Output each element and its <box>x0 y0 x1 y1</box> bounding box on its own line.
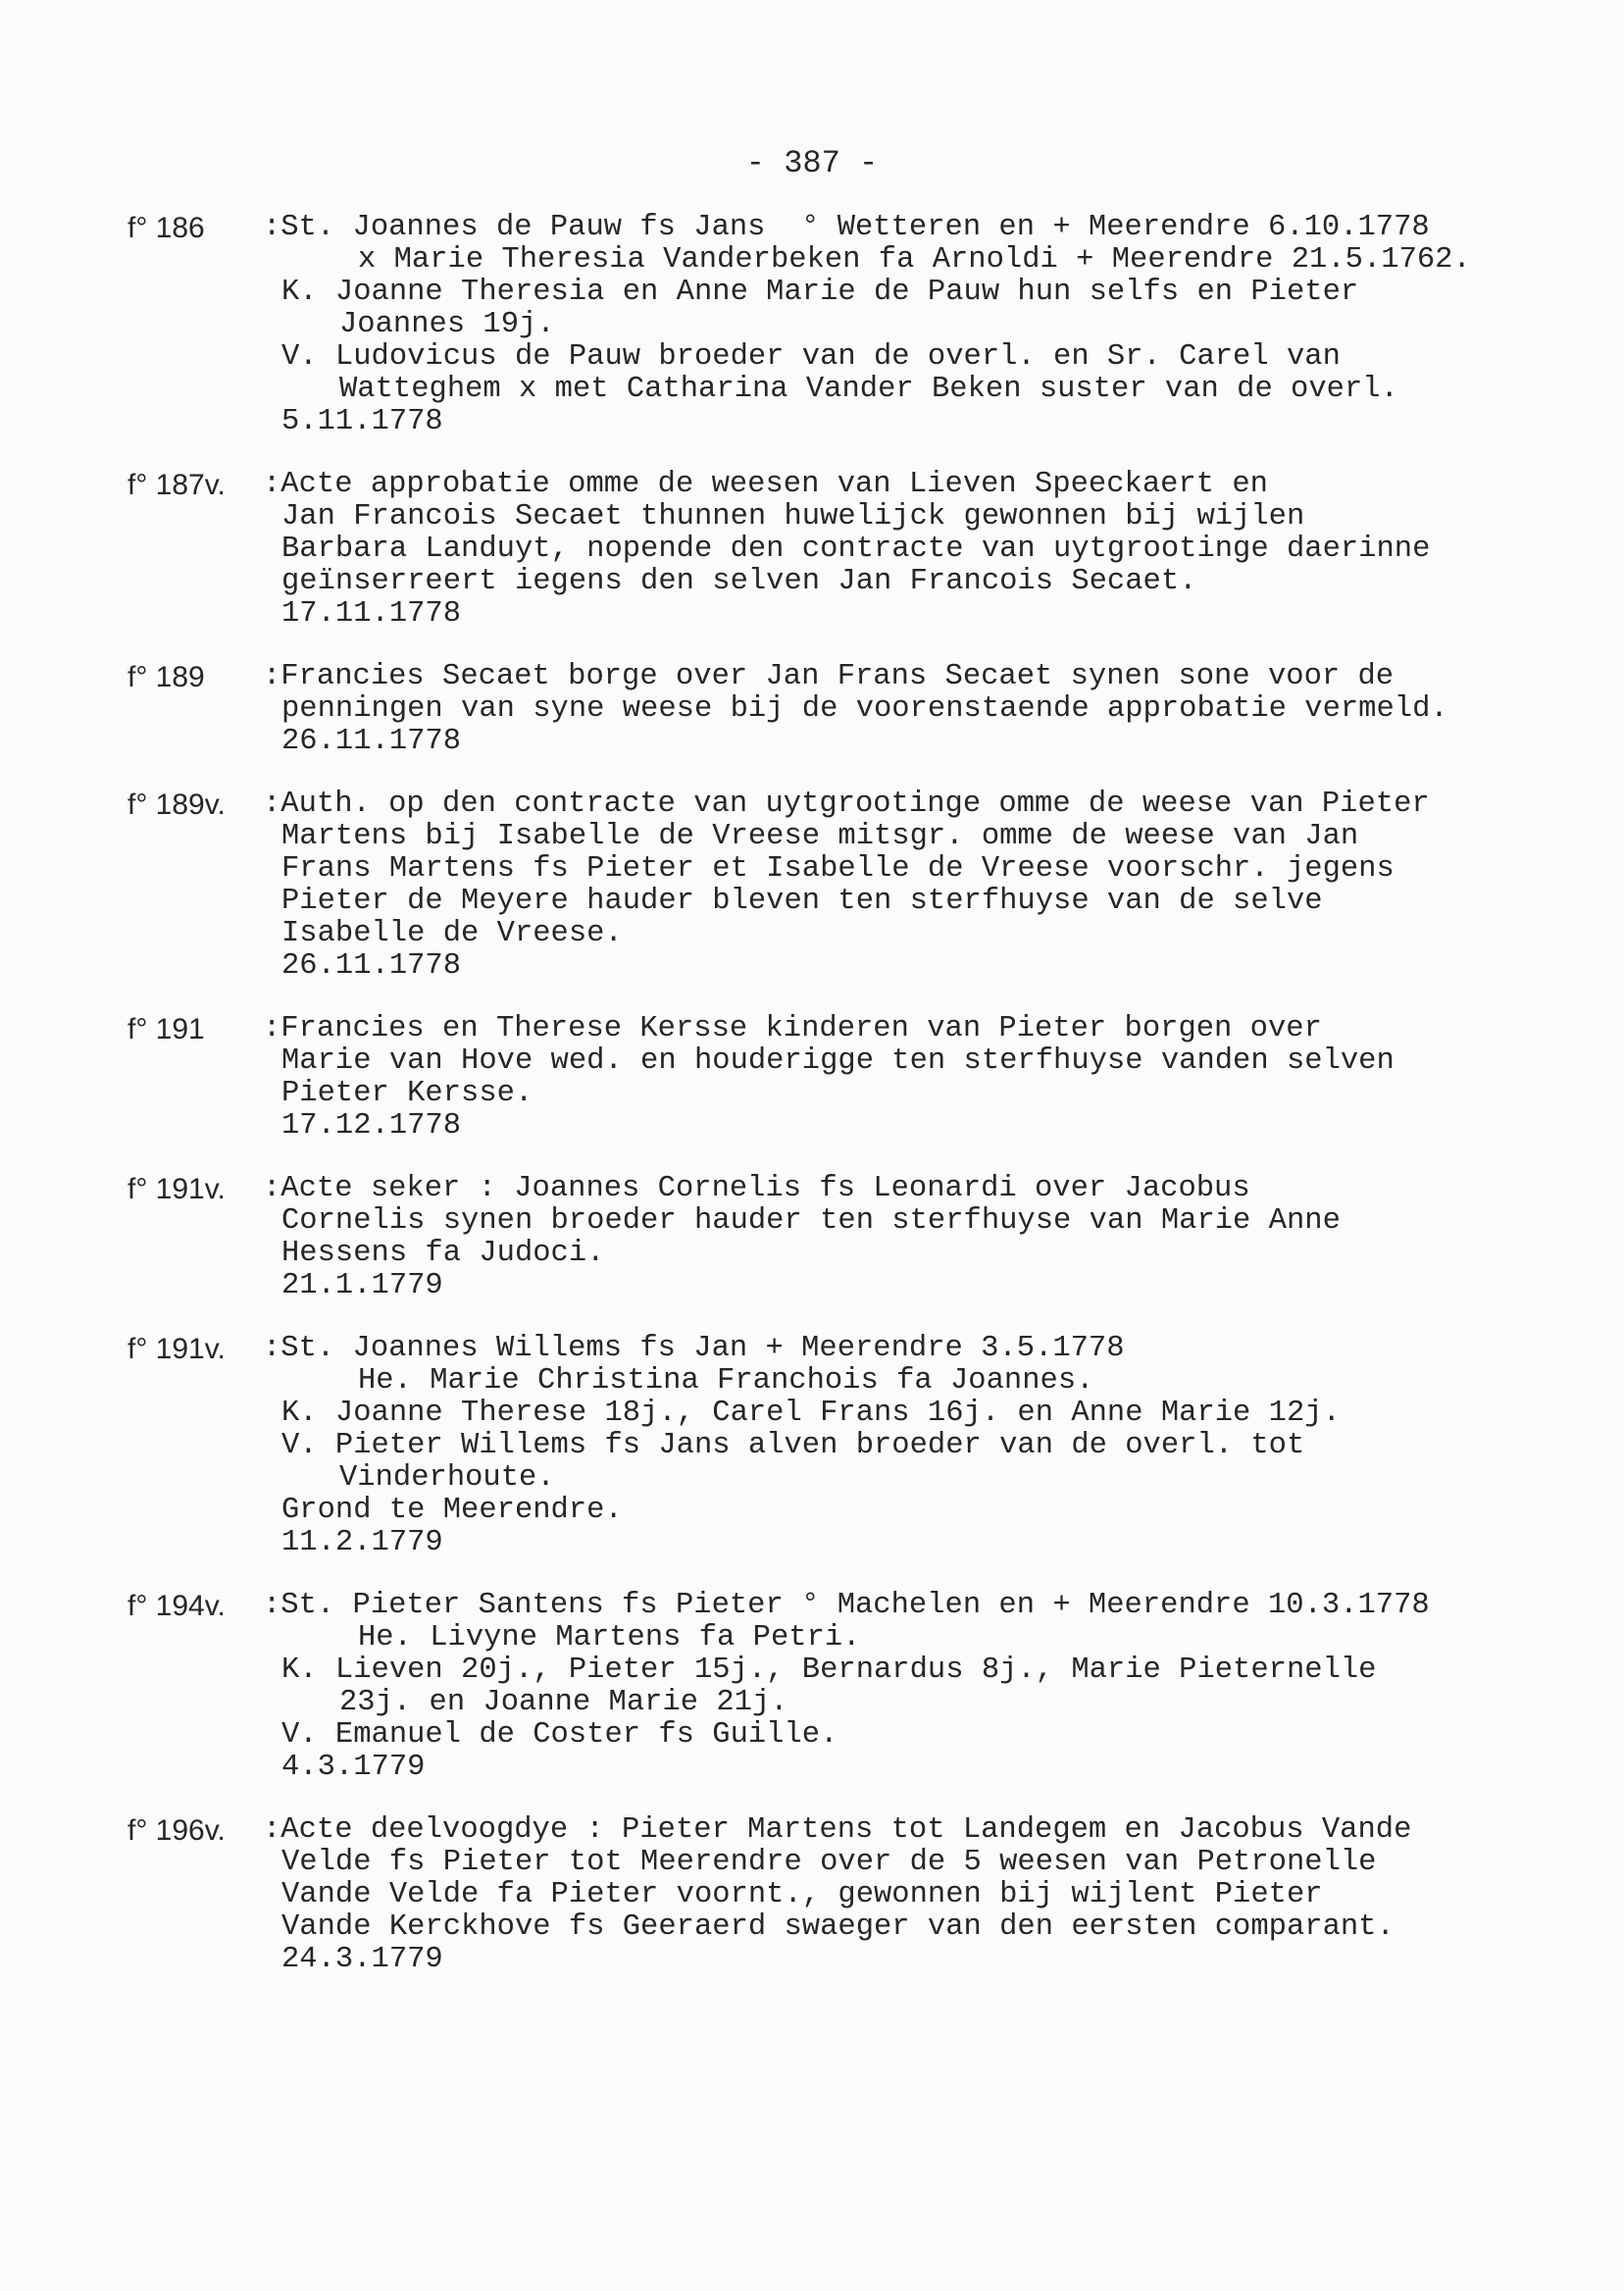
entries-list <box>0 212 1624 2007</box>
folio-reference: f° 196v. <box>127 1814 226 1847</box>
entry-line: Watteghem x met Catharina Vander Beken suster van de overl. <box>339 373 1398 406</box>
entry-line: Vande Kerckhove fs Geeraerd swaeger van den eersten comparant. <box>281 1910 1395 1944</box>
entry-line <box>0 1814 1624 1847</box>
entry-line: 23j. en Joanne Marie 21j. <box>339 1686 788 1719</box>
entry-line: Barbara Landuyt, nopende den contracte van uytgrootinge daerinne <box>281 533 1431 566</box>
entry-line: Isabelle de Vreese. <box>281 917 623 950</box>
entry-heading: :Acte seker : Joannes Cornelis fs Leonardi over Jacobus <box>263 1172 1250 1205</box>
entry-line: Jan Francois Secaet thunnen huwelijck gewonnen bij wijlen <box>281 500 1305 534</box>
entry-date: 17.11.1778 <box>281 597 462 631</box>
folio-reference: f° 189v. <box>127 789 226 821</box>
folio-reference: f° 194v. <box>127 1590 226 1622</box>
entry-line <box>0 469 1624 501</box>
register-entry <box>0 1814 1624 1976</box>
entry-line: x Marie Theresia Vanderbeken fa Arnoldi + Meerendre 21.5.1762. <box>358 243 1471 277</box>
entry-line: He. Marie Christina Franchois fa Joannes. <box>358 1364 1094 1398</box>
entry-heading: :Auth. op den contracte van uytgrootinge omme de weese van Pieter <box>263 788 1430 821</box>
register-entry <box>0 212 1624 438</box>
entry-line <box>0 1333 1624 1365</box>
entry-line: Marie van Hove wed. en houderigge ten sterfhuyse vanden selven <box>281 1044 1395 1078</box>
entry-line: Pieter de Meyere hauder bleven ten sterfhuyse van de selve <box>281 885 1323 918</box>
entry-line: He. Livyne Martens fa Petri. <box>358 1621 861 1655</box>
entry-line: K. Lieven 20j., Pieter 15j., Bernardus 8j., Marie Pieternelle <box>281 1654 1377 1687</box>
register-entry <box>0 1590 1624 1784</box>
entry-heading: :Francies Secaet borge over Jan Frans Secaet synen sone voor de <box>263 660 1395 693</box>
entry-line: K. Joanne Theresia en Anne Marie de Pauw hun selfs en Pieter <box>281 276 1359 309</box>
entry-heading: :St. Pieter Santens fs Pieter ° Machelen en + Meerendre 10.3.1778 <box>263 1589 1430 1622</box>
register-entry <box>0 1013 1624 1143</box>
entry-line: K. Joanne Therese 18j., Carel Frans 16j. en Anne Marie 12j. <box>281 1397 1341 1430</box>
entry-line: Martens bij Isabelle de Vreese mitsgr. omme de weese van Jan <box>281 820 1359 853</box>
entry-date: 26.11.1778 <box>281 725 462 758</box>
entry-heading: :Acte approbatie omme de weesen van Lieven Speeckaert en <box>263 468 1268 501</box>
entry-date: 17.12.1778 <box>281 1109 462 1143</box>
entry-date: 4.3.1779 <box>281 1751 426 1784</box>
entry-line: Frans Martens fs Pieter et Isabelle de Vreese voorschr. jegens <box>281 852 1395 886</box>
entry-heading: :St. Joannes Willems fs Jan + Meerendre 3.5.1778 <box>263 1332 1125 1365</box>
entry-line <box>0 661 1624 693</box>
entry-date: 11.2.1779 <box>281 1526 443 1559</box>
entry-line: Grond te Meerendre. <box>281 1494 623 1527</box>
entry-line: Vinderhoute. <box>339 1461 555 1495</box>
entry-heading: :Acte deelvoogdye : Pieter Martens tot Landegem en Jacobus Vande <box>263 1813 1412 1847</box>
entry-line <box>0 1013 1624 1045</box>
entry-line <box>0 1173 1624 1205</box>
register-entry <box>0 789 1624 983</box>
entry-line: Velde fs Pieter tot Meerendre over de 5 weesen van Petronelle <box>281 1846 1377 1879</box>
folio-reference: f° 189 <box>127 661 205 693</box>
register-entry <box>0 1333 1624 1559</box>
folio-reference: f° 191v. <box>127 1333 226 1365</box>
folio-reference: f° 186 <box>127 212 205 244</box>
entry-date: 26.11.1778 <box>281 949 462 983</box>
entry-line: V. Pieter Willems fs Jans alven broeder van de overl. tot <box>281 1429 1305 1462</box>
entry-line: Pieter Kersse. <box>281 1077 533 1110</box>
entry-line: V. Ludovicus de Pauw broeder van de overl. en Sr. Carel van <box>281 340 1341 374</box>
entry-line <box>0 789 1624 821</box>
folio-reference: f° 191v. <box>127 1173 226 1205</box>
entry-heading: :St. Joannes de Pauw fs Jans ° Wetteren en + Meerendre 6.10.1778 <box>263 211 1430 244</box>
entry-heading: :Francies en Therese Kersse kinderen van Pieter borgen over <box>263 1012 1322 1045</box>
register-entry <box>0 469 1624 631</box>
register-entry <box>0 661 1624 758</box>
entry-line <box>0 212 1624 244</box>
entry-line <box>0 1590 1624 1622</box>
entry-line: Vande Velde fa Pieter voornt., gewonnen bij wijlent Pieter <box>281 1878 1323 1911</box>
entry-line: V. Emanuel de Coster fs Guille. <box>281 1718 838 1752</box>
folio-reference: f° 191 <box>127 1013 205 1045</box>
folio-reference: f° 187v. <box>127 469 226 501</box>
register-entry <box>0 1173 1624 1302</box>
entry-date: 21.1.1779 <box>281 1269 443 1302</box>
entry-line: Cornelis synen broeder hauder ten sterfhuyse van Marie Anne <box>281 1204 1341 1238</box>
entry-line: Joannes 19j. <box>339 308 555 341</box>
entry-date: 24.3.1779 <box>281 1943 443 1976</box>
entry-line: Hessens fa Judoci. <box>281 1237 605 1270</box>
entry-date: 5.11.1778 <box>281 405 443 438</box>
entry-line: geïnserreert iegens den selven Jan Francois Secaet. <box>281 565 1197 598</box>
page-number: - 387 - <box>745 145 879 181</box>
entry-line: penningen van syne weese bij de voorenstaende approbatie vermeld. <box>281 692 1448 726</box>
